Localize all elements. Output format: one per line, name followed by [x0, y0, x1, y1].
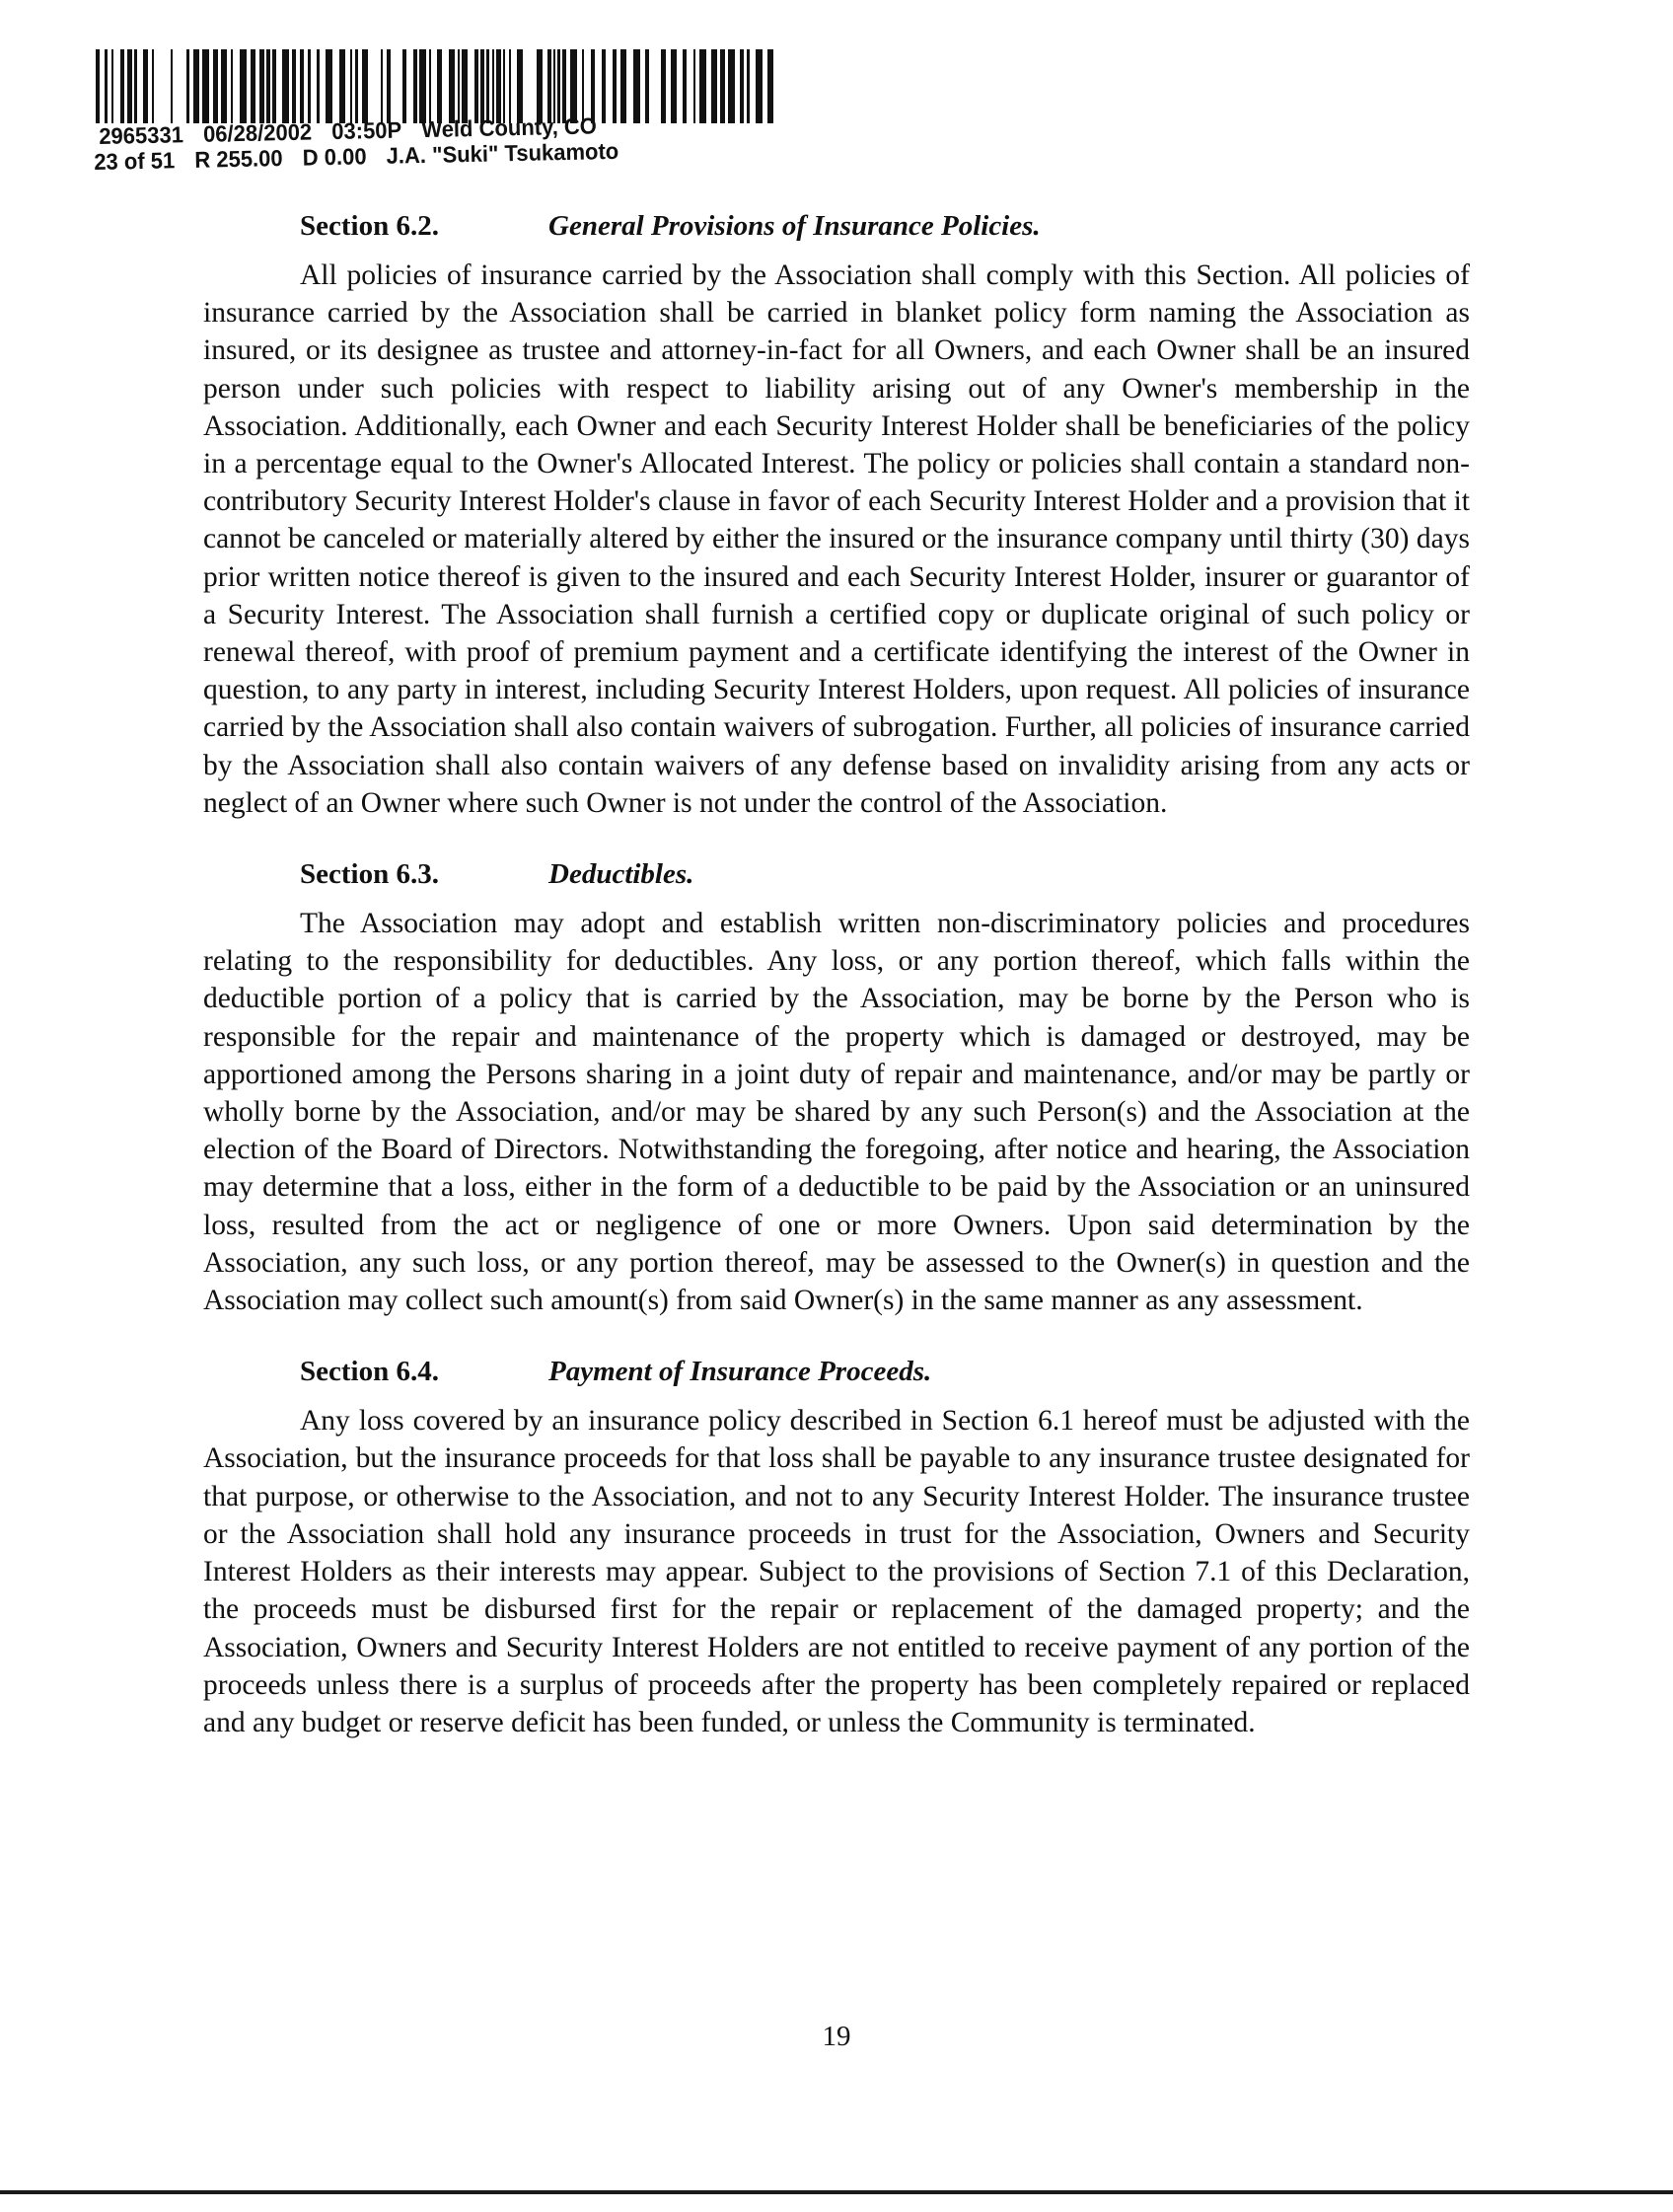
section-title: Payment of Insurance Proceeds. [548, 1356, 932, 1388]
barcode-bar [381, 49, 383, 123]
reception-number: 2965331 [99, 121, 184, 150]
barcode-bar [350, 49, 352, 123]
barcode-bar [282, 49, 289, 123]
barcode-bar [143, 49, 148, 123]
barcode-bar [429, 49, 431, 123]
section-number: Section 6.2. [300, 210, 439, 242]
barcode-bar [503, 49, 505, 123]
section-6-2-heading [300, 207, 1470, 245]
barcode-bar [517, 49, 523, 123]
section-title: Deductibles. [548, 858, 694, 891]
documentary-fee: D 0.00 [302, 143, 367, 171]
barcode-bar [339, 49, 345, 123]
section-number: Section 6.3. [300, 858, 439, 891]
barcode-bar [537, 49, 543, 123]
barcode-bar [231, 49, 233, 123]
barcode-bar [557, 49, 560, 123]
barcode-bar [355, 49, 358, 123]
barcode-bar [105, 49, 108, 123]
barcode-bar [402, 49, 406, 123]
barcode-bar [111, 49, 113, 123]
barcode-bar [449, 49, 455, 123]
section-6-3-paragraph: The Association may adopt and establish written non-discriminatory policies and procedures relating to the responsibility for deductibles. Any loss, or any portion thereof, which falls within the deductible portion of a policy that is carried by the Association, may be borne by the Person who is responsible for the repair and maintenance of the property which is damaged or destroyed, may be apportioned among the Persons sharing in a joint duty of repair and maintenance, and/or may be partly or wholly borne by the Association, and/or may be shared by any such Person(s) and the Association at the election of the Board of Directors. Notwithstanding the foregoing, after notice and hearing, the Association may determine that a loss, either in the form of a deductible to be paid by the Association or an uninsured loss, resulted from the act or negligence of one or more Owners. Upon said determination by the Association, any such loss, or any portion thereof, may be assessed to the Owner(s) in question and the Association may collect such amount(s) from said Owner(s) in the same manner as any assessment. [203, 908, 1470, 1317]
barcode-bar [259, 49, 264, 123]
barcode-bar [496, 49, 501, 123]
page-number: 19 [822, 2021, 851, 2052]
section-6-4-heading [300, 1353, 1470, 1390]
document-body [203, 207, 1470, 1775]
barcode-bar [480, 49, 484, 123]
barcode-bar [171, 49, 173, 123]
barcode-bar [266, 49, 270, 123]
barcode-bar [96, 49, 100, 123]
barcode-bar [221, 49, 227, 123]
barcode-bar [492, 49, 494, 123]
barcode-bar [562, 49, 566, 123]
barcode-bar [317, 49, 320, 123]
barcode-bar [437, 49, 442, 123]
barcode-bar [547, 49, 551, 123]
barcode-bar [186, 49, 189, 123]
barcode-bar [458, 49, 460, 123]
barcode-bar [509, 49, 511, 123]
barcode-bar [486, 49, 489, 123]
recording-time: 03:50P [330, 116, 402, 145]
recording-fee: R 255.00 [194, 144, 283, 174]
barcode-bar [387, 49, 391, 123]
barcode-bar [308, 49, 311, 123]
barcode-bar [462, 49, 468, 123]
recording-date: 06/28/2002 [202, 118, 313, 148]
barcode-bar [240, 49, 247, 123]
barcode-bar [213, 49, 218, 123]
barcode-bar [553, 49, 555, 123]
barcode-bar [570, 49, 577, 123]
bottom-rule [0, 2190, 1673, 2194]
barcode-bar [300, 49, 304, 123]
barcode-bar [413, 49, 417, 123]
barcode-bar [419, 49, 426, 123]
section-number: Section 6.4. [300, 1356, 439, 1388]
recording-county: Weld County, CO [421, 112, 598, 143]
section-title: General Provisions of Insurance Policies. [548, 210, 1041, 242]
section-6-3-heading [300, 855, 1470, 893]
barcode-bar [134, 49, 137, 123]
section-6-4-paragraph: Any loss covered by an insurance policy described in Section 6.1 hereof must be adjusted with the Association, but the insurance proceeds for that loss shall be payable to any insurance trustee designated for that purpose, or otherwise to the Association, and not to any Security Interest Holder. The insurance trustee or the Association shall hold any insurance proceeds in trust for the Association, Owners and Security Interest Holders as their interests may appear. Subject to the provisions of Section 7.1 of this Declaration, the proceeds must be disbursed first for the repair or replacement of the damaged property; and the Association, Owners and Security Interest Holders are not entitled to receive payment of any portion of the proceeds unless there is a surplus of proceeds after the property has been completely repaired or replaced and any budget or reserve deficit has been funded, or unless the Community is terminated. [203, 1405, 1470, 1738]
section-6-2-paragraph: All policies of insurance carried by the Association shall comply with this Section. All policies of insurance carried by the Association shall be carried in blanket policy form naming the Association as insured, or its designee as trustee and attorney-in-fact for all Owners, and each Owner shall be an insured person under such policies with respect to liability arising out of any Owner's membership in the Association. Additionally, each Owner and each Security Interest Holder shall be beneficiaries of the policy in a percentage equal to the Owner's Allocated Interest. The policy or policies shall contain a standard non-contributory Security Interest Holder's clause in favor of each Security Interest Holder and a provision that it cannot be canceled or materially altered by either the insured or the insurance company until thirty (30) days prior written notice thereof is given to the insured and each Security Interest Holder, insurer or guarantor of a Security Interest. The Association shall furnish a certified copy or duplicate original of such policy or renewal thereof, with proof of premium payment and a certificate identifying the interest of the Owner in question, to any party in interest, including Security Interest Holders, upon request. All policies of insurance carried by the Association shall also contain waivers of subrogation. Further, all policies of insurance carried by the Association shall also contain waivers of any defense based on invalidity arising from any acts or neglect of an Owner where such Owner is not under the control of the Association. [203, 259, 1470, 819]
barcode-bar [474, 49, 478, 123]
page-count: 23 of 51 [94, 147, 176, 176]
barcode-bar [202, 49, 209, 123]
recording-stamp [94, 49, 784, 175]
clerk-name: J.A. "Suki" Tsukamoto [386, 137, 619, 170]
barcode-bar [251, 49, 255, 123]
barcode-bar [120, 49, 124, 123]
barcode-bar [326, 49, 332, 123]
barcode-bar [292, 49, 296, 123]
barcode-bar [362, 49, 368, 123]
barcode-bar [193, 49, 199, 123]
barcode-bar [127, 49, 132, 123]
barcode-bar [272, 49, 276, 123]
barcode-bar [152, 49, 154, 123]
